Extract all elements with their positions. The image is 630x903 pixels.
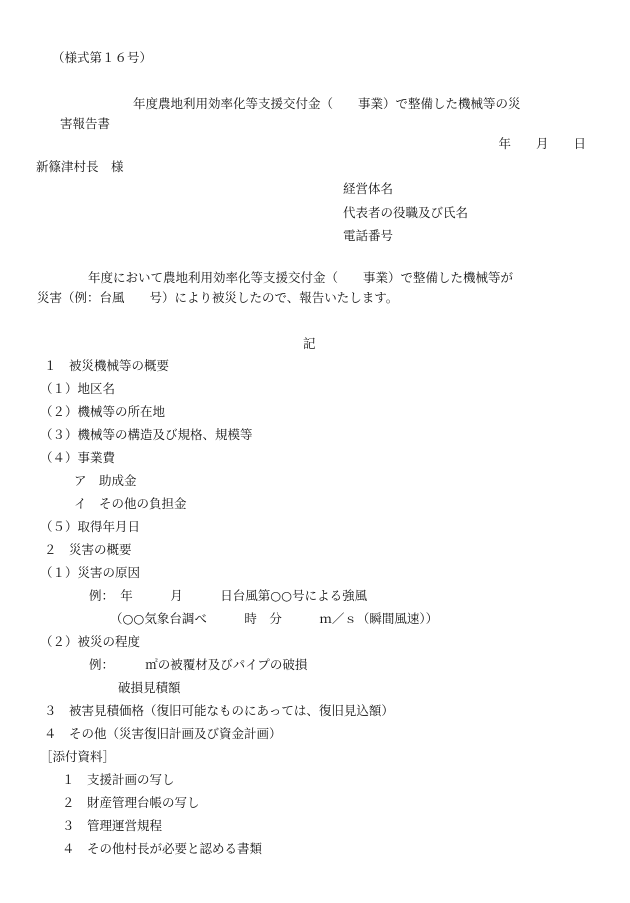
attachment-4: ４ その他村長が必要と認める書類 xyxy=(62,841,263,856)
attachments-heading: ［添付資料］ xyxy=(40,749,116,764)
item-2-1-example-detail: （○○気象台調べ 時 分 ｍ／ｓ（瞬間風速）） xyxy=(110,611,439,626)
body-text-line1: 年度において農地利用効率化等支援交付金（ 事業）で整備した機械等が xyxy=(88,270,514,285)
item-1-3: （３）機械等の構造及び規格、規模等 xyxy=(40,427,253,442)
form-number: （様式第１６号） xyxy=(52,50,153,65)
item-2-1-example: 例： 年 月 日台風第○○号による強風 xyxy=(89,588,368,603)
item-4: ４ その他（災害復旧計画及び資金計画） xyxy=(44,726,282,741)
attachment-2: ２ 財産管理台帳の写し xyxy=(62,795,200,810)
item-2-heading: ２ 災害の概要 xyxy=(44,542,132,557)
item-1-4: （４）事業費 xyxy=(40,450,116,465)
document-title-line1: 年度農地利用効率化等支援交付金（ 事業）で整備した機械等の災 xyxy=(133,96,521,111)
body-text-line2: 災害（例：台風 号）により被災したので、報告いたします。 xyxy=(37,290,399,305)
item-1-heading: １ 被災機械等の概要 xyxy=(44,358,170,373)
item-1-4-a: ア 助成金 xyxy=(74,473,137,488)
applicant-representative-label: 代表者の役職及び氏名 xyxy=(343,205,469,220)
item-1-5: （５）取得年月日 xyxy=(40,519,141,534)
item-1-4-i: イ その他の負担金 xyxy=(74,496,187,511)
applicant-org-name-label: 経営体名 xyxy=(343,181,394,196)
addressee: 新篠津村長 様 xyxy=(36,159,124,174)
item-1-1: （１）地区名 xyxy=(40,381,116,396)
document-title-line2: 害報告書 xyxy=(60,116,111,131)
item-2-2-example: 例： ㎡の被覆材及びパイプの破損 xyxy=(89,657,308,672)
item-3: ３ 被害見積価格（復旧可能なものにあっては、復旧見込額） xyxy=(44,703,394,718)
attachment-1: １ 支援計画の写し xyxy=(62,772,175,787)
item-1-2: （２）機械等の所在地 xyxy=(40,404,166,419)
applicant-phone-label: 電話番号 xyxy=(343,228,394,243)
attachment-3: ３ 管理運営規程 xyxy=(62,818,163,833)
item-2-2-estimate: 破損見積額 xyxy=(118,680,181,695)
item-2-2: （２）被災の程度 xyxy=(40,634,141,649)
ki-heading: 記 xyxy=(303,336,316,351)
item-2-1: （１）災害の原因 xyxy=(40,565,141,580)
date-line: 年 月 日 xyxy=(498,136,586,151)
